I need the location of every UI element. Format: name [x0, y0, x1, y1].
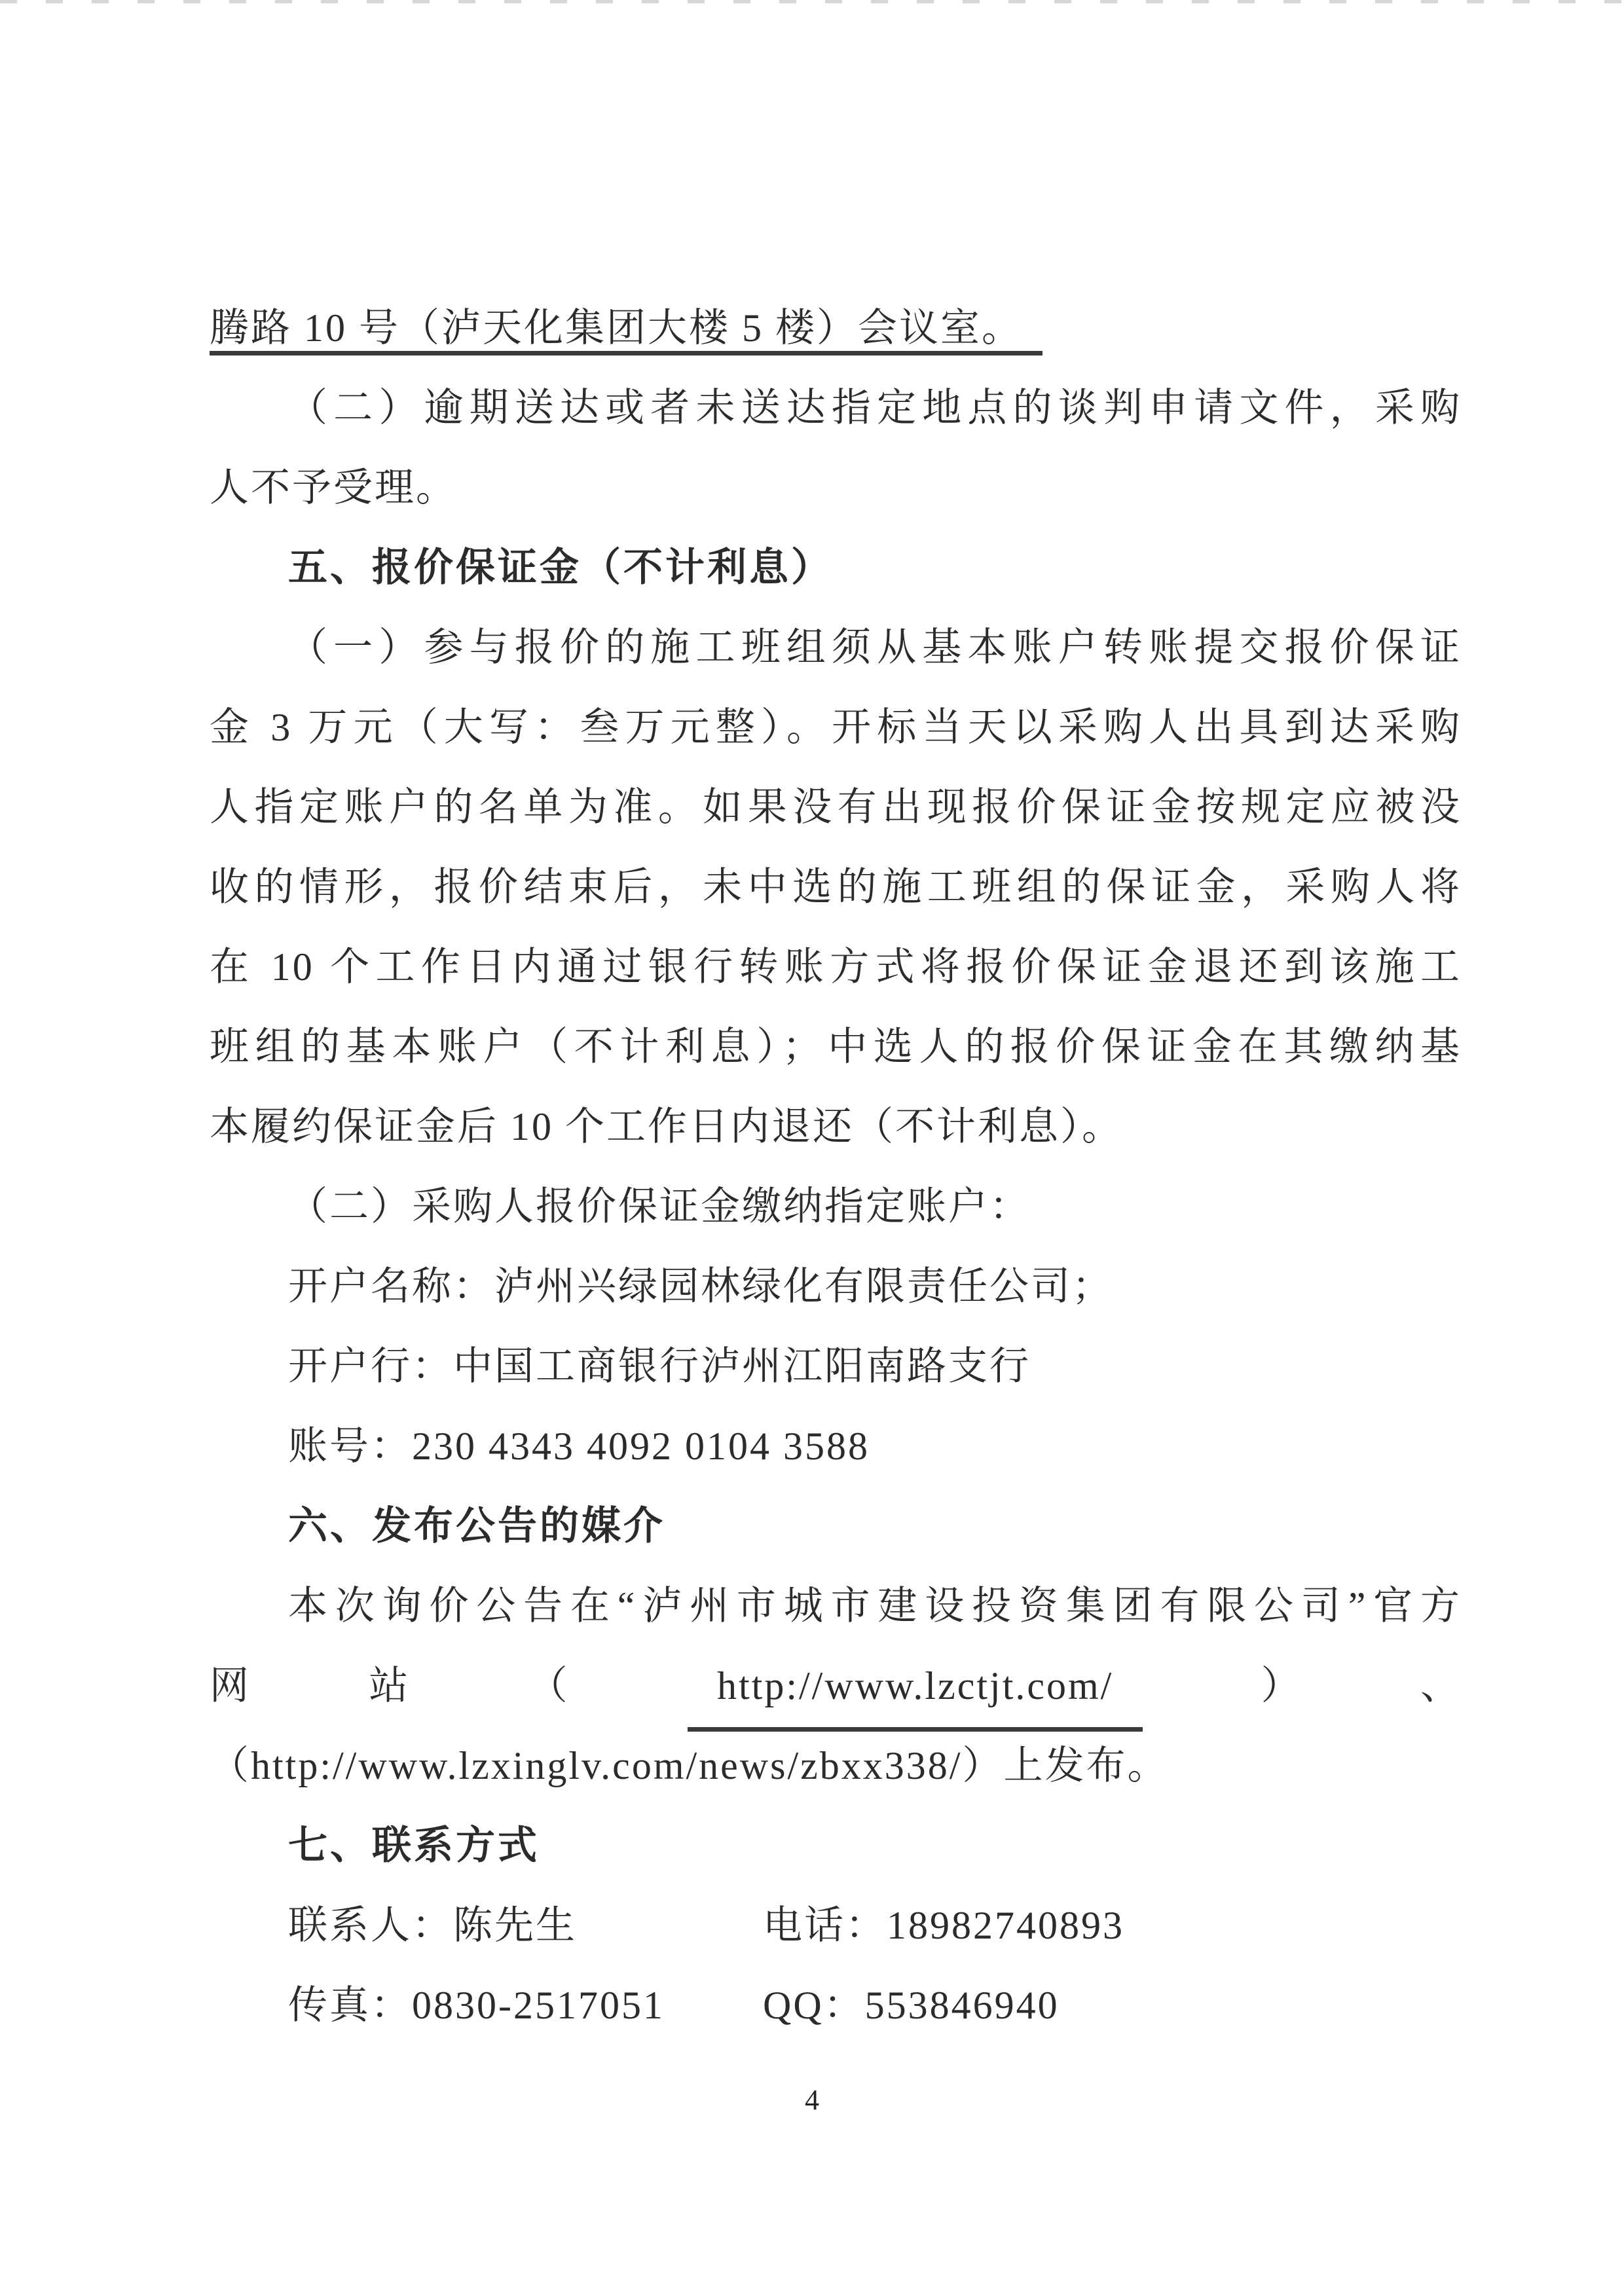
- section5-para1-line5: 在 10 个工作日内通过银行转账方式将报价保证金退还到该施工: [210, 945, 1462, 989]
- website-url-lzxinglv-line: （http://www.lzxinglv.com/news/zbxx338/）上发布。: [210, 1744, 1169, 1787]
- section5-para2: （二）采购人报价保证金缴纳指定账户：: [288, 1185, 1031, 1228]
- contact-row-1: [210, 1886, 1462, 1965]
- para-overdue-line2: 人不予受理。: [210, 466, 457, 509]
- section5-para1-line3: 人指定账户的名单为准。如果没有出现报价保证金按规定应被没: [210, 786, 1462, 829]
- contact-row-2: [210, 1965, 1462, 2045]
- section5-para1-line4: 收的情形，报价结束后，未中选的施工班组的保证金，采购人将: [210, 866, 1462, 909]
- contact-qq: QQ：553846940: [763, 1984, 1060, 2027]
- bank-line: 开户行：中国工商银行泸州江阳南路支行: [288, 1345, 1031, 1388]
- website-word-zhan: 站: [369, 1664, 411, 1707]
- website-close-paren: ）: [1261, 1664, 1302, 1707]
- section5-para1-line2: 金 3 万元（大写：叁万元整）。开标当天以采购人出具到达采购: [210, 706, 1462, 749]
- website-open-paren: （: [528, 1664, 570, 1707]
- section5-para1-line7: 本履约保证金后 10 个工作日内退还（不计利息）。: [210, 1105, 1123, 1148]
- section6-line1: 本次询价公告在“泸州市城市建设投资集团有限公司”官方: [288, 1584, 1462, 1628]
- document-body: [210, 288, 1462, 2045]
- page-number: 4: [805, 2084, 819, 2116]
- website-url-lzctjt: http://www.lzctjt.com/: [688, 1646, 1143, 1732]
- section5-heading: 五、报价保证金（不计利息）: [288, 545, 833, 589]
- underlined-meeting-room-text: 腾路 10 号（泸天化集团大楼 5 楼）会议室。: [210, 306, 1043, 355]
- section7-heading: 七、联系方式: [288, 1823, 540, 1867]
- para-overdue-line1: （二）逾期送达或者未送达指定地点的谈判申请文件，采购: [288, 386, 1462, 429]
- contact-person: 联系人：陈先生: [288, 1904, 577, 1947]
- section5-para1-line1: （一）参与报价的施工班组须从基本账户转账提交报价保证: [288, 626, 1462, 669]
- section5-para1-line6: 班组的基本账户（不计利息）；中选人的报价保证金在其缴纳基: [210, 1025, 1462, 1068]
- website-enum-comma: 、: [1420, 1664, 1462, 1707]
- account-number-line: 账号：230 4343 4092 0104 3588: [288, 1425, 870, 1468]
- continuation-line: [210, 288, 1462, 368]
- section6-heading: 六、发布公告的媒介: [288, 1504, 665, 1548]
- contact-phone: 电话：18982740893: [763, 1904, 1124, 1947]
- website-word-wang: 网: [210, 1664, 251, 1707]
- account-name-line: 开户名称：泸州兴绿园林绿化有限责任公司；: [288, 1265, 1113, 1308]
- website-row: [210, 1646, 1462, 1726]
- scan-artifact-top-edge: [0, 0, 1624, 3]
- contact-fax: 传真：0830-2517051: [288, 1984, 665, 2027]
